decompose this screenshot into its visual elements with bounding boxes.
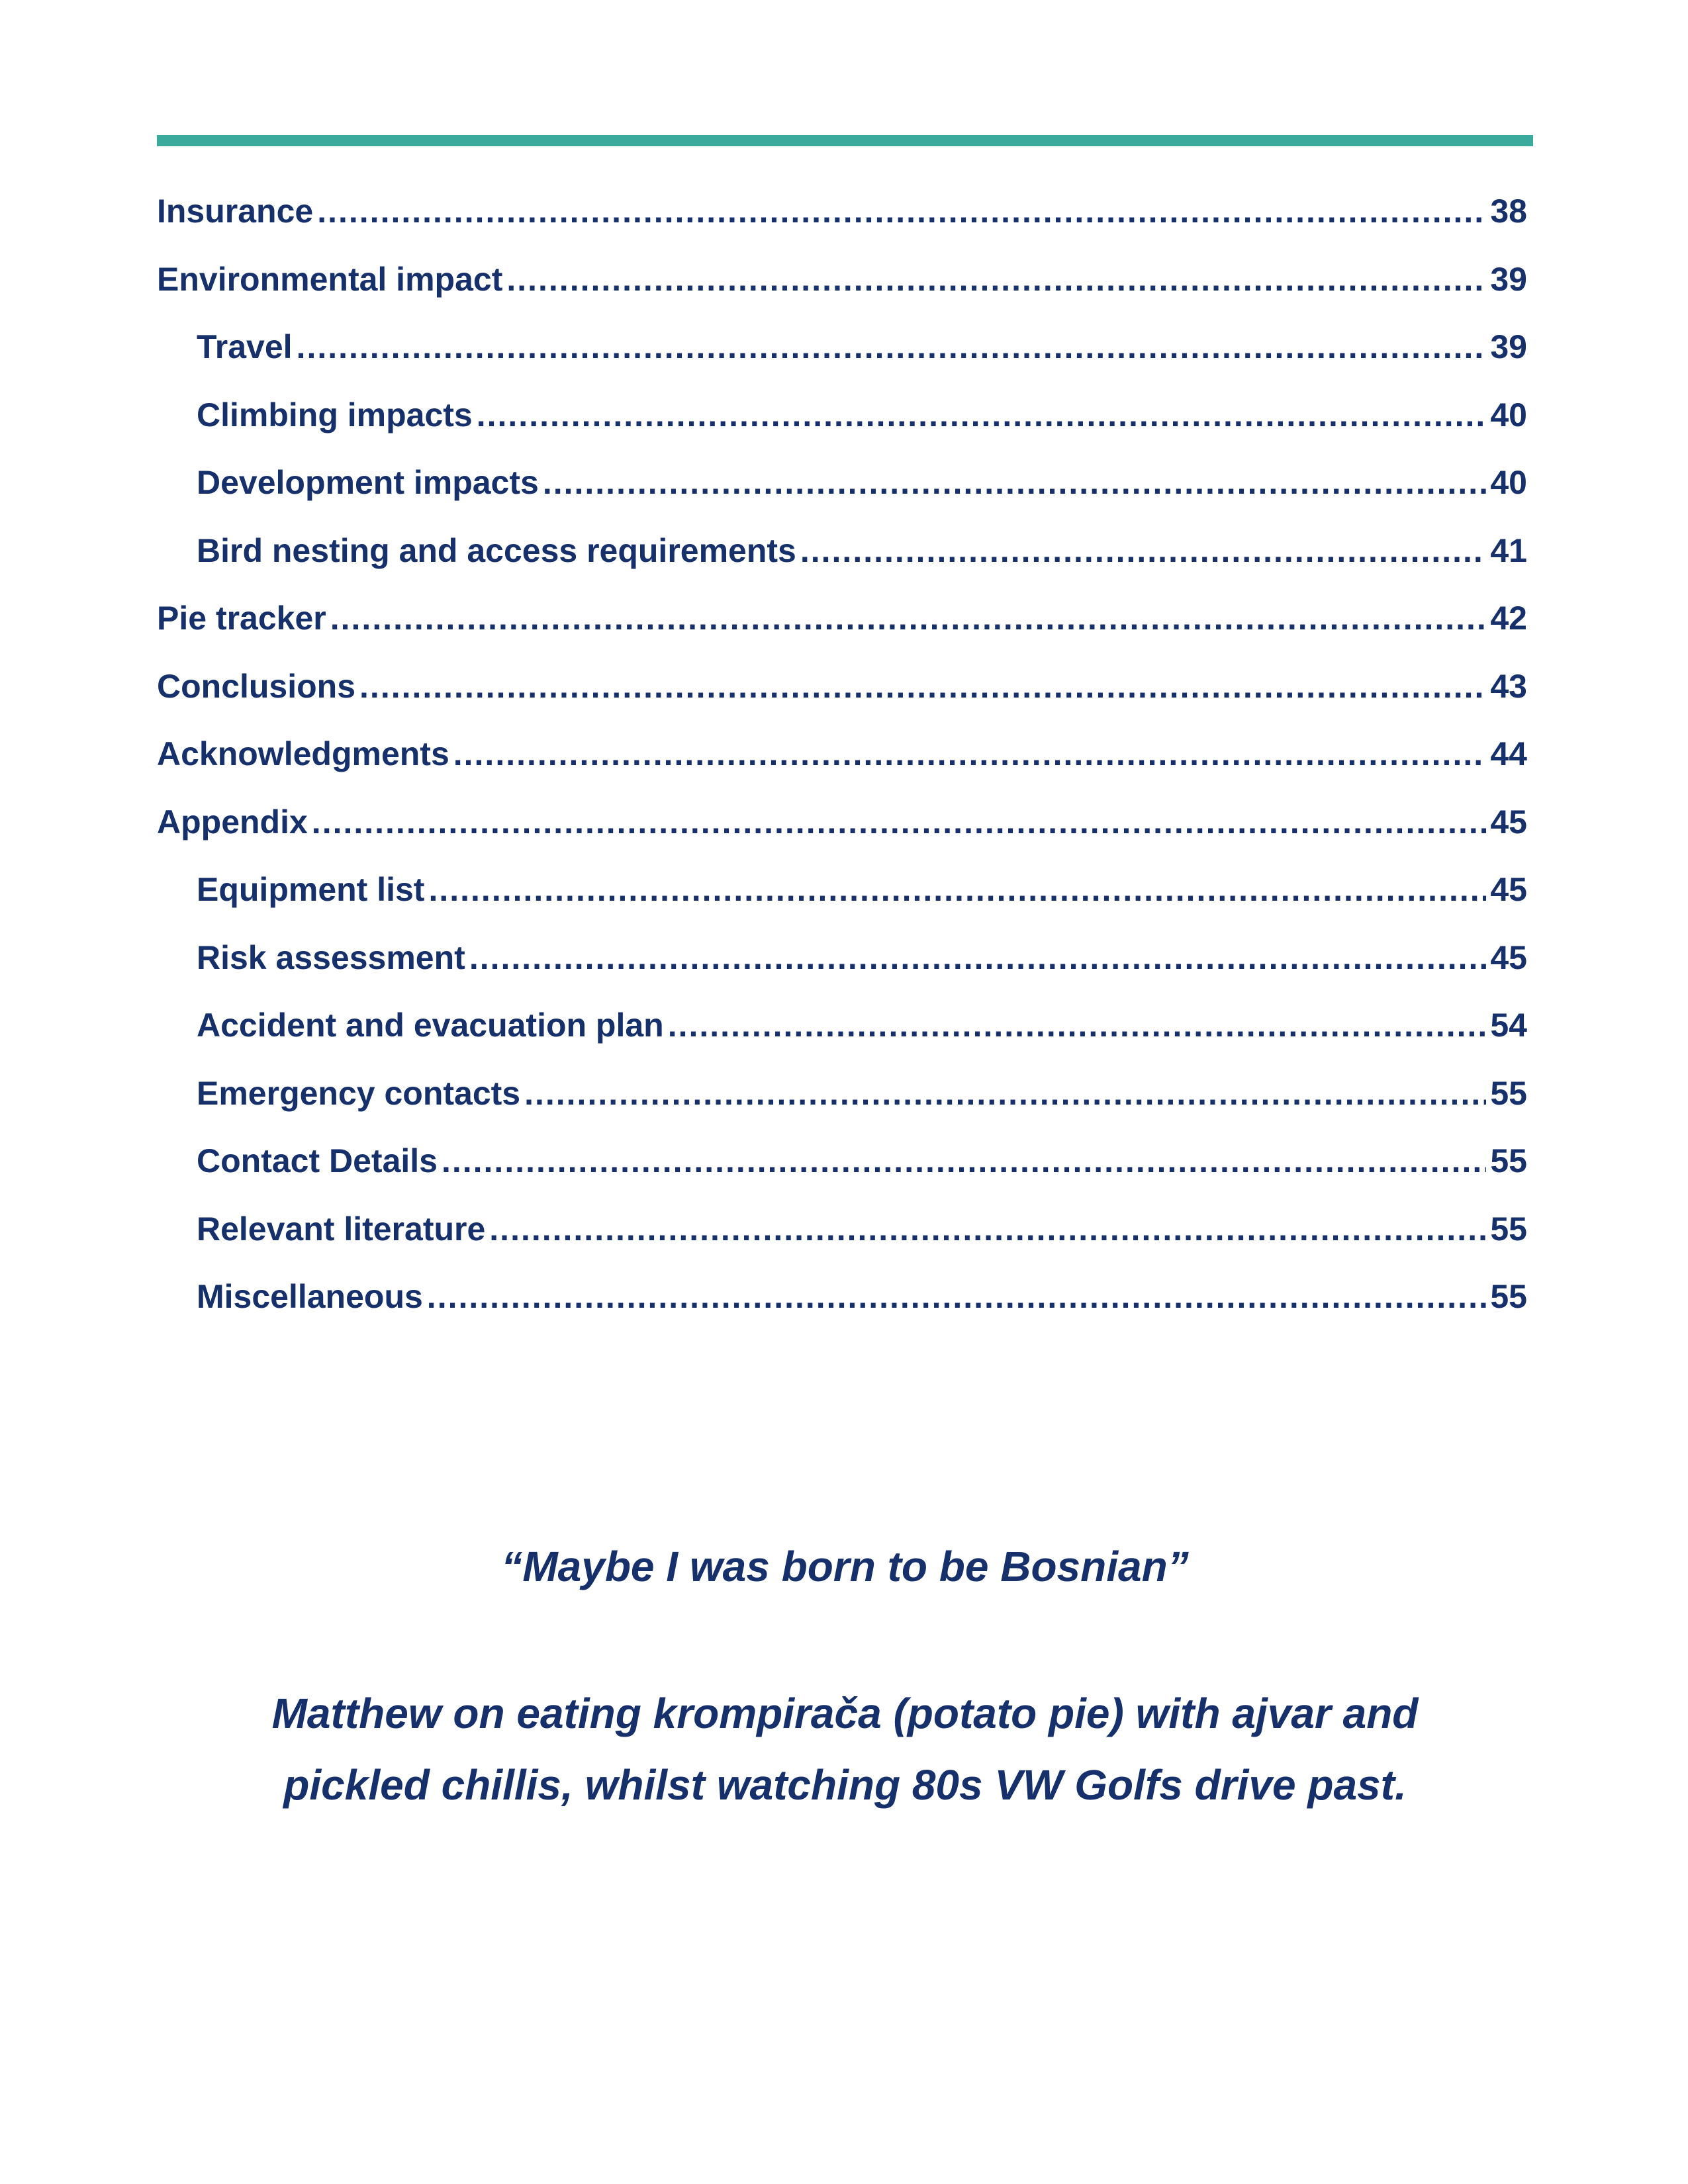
toc-entry[interactable] — [157, 870, 1527, 938]
toc-dot-leader — [297, 328, 1487, 366]
toc-entry-page-number: 39 — [1490, 328, 1527, 365]
toc-entry-page-number: 43 — [1490, 667, 1527, 705]
toc-entry-title: Miscellaneous — [197, 1278, 423, 1315]
toc-entry-page-number: 45 — [1490, 803, 1527, 841]
toc-entry-title: Contact Details — [197, 1142, 438, 1179]
toc-entry-page-number: 44 — [1490, 735, 1527, 772]
toc-dot-leader — [668, 1006, 1487, 1044]
toc-entry-title: Appendix — [157, 803, 308, 841]
toc-entry[interactable] — [157, 463, 1527, 531]
toc-entry-page-number: 54 — [1490, 1007, 1527, 1044]
toc-entry-page-number: 42 — [1490, 600, 1527, 637]
toc-entry-title: Risk assessment — [197, 938, 465, 976]
quote-attribution: Matthew on eating krompirača (potato pie) with ajvar and pickled chillis, whilst watching 80s VW Golfs drive past. — [271, 1690, 1419, 1809]
toc-dot-leader — [800, 531, 1487, 570]
toc-dot-leader — [524, 1074, 1486, 1113]
toc-dot-leader — [469, 938, 1487, 977]
toc-entry-title: Insurance — [157, 193, 314, 230]
toc-entry[interactable] — [157, 735, 1527, 803]
toc-dot-leader — [453, 735, 1487, 773]
toc-dot-leader — [330, 599, 1487, 637]
toc-entry-page-number: 55 — [1490, 1278, 1527, 1315]
header-accent-rule — [157, 135, 1533, 146]
toc-dot-leader — [543, 463, 1487, 502]
toc-entry-title: Relevant literature — [197, 1210, 486, 1248]
toc-entry-title: Emergency contacts — [197, 1074, 521, 1112]
table-of-contents — [157, 192, 1527, 1345]
toc-dot-leader — [489, 1210, 1486, 1248]
toc-entry-title: Conclusions — [157, 667, 356, 705]
toc-entry-page-number: 55 — [1490, 1210, 1527, 1248]
toc-entry[interactable] — [157, 1210, 1527, 1278]
toc-entry[interactable] — [157, 803, 1527, 871]
toc-dot-leader — [427, 1277, 1487, 1316]
toc-entry[interactable] — [157, 938, 1527, 1007]
toc-dot-leader — [477, 396, 1487, 434]
toc-entry[interactable] — [157, 667, 1527, 735]
toc-entry-page-number: 40 — [1490, 464, 1527, 501]
toc-entry-page-number: 40 — [1490, 396, 1527, 433]
toc-entry-page-number: 41 — [1490, 531, 1527, 569]
toc-entry[interactable] — [157, 1142, 1527, 1210]
toc-entry[interactable] — [157, 328, 1527, 396]
toc-entry[interactable] — [157, 1277, 1527, 1345]
toc-entry-title: Accident and evacuation plan — [197, 1007, 664, 1044]
toc-entry-title: Pie tracker — [157, 600, 326, 637]
toc-entry-page-number: 39 — [1490, 260, 1527, 298]
toc-entry-title: Development impacts — [197, 464, 539, 501]
toc-entry-title: Travel — [197, 328, 293, 365]
quote-text: “Maybe I was born to be Bosnian” — [501, 1543, 1189, 1590]
toc-entry-title: Equipment list — [197, 871, 425, 908]
toc-entry[interactable] — [157, 599, 1527, 667]
toc-entry-page-number: 55 — [1490, 1074, 1527, 1112]
toc-entry[interactable] — [157, 260, 1527, 328]
toc-entry[interactable] — [157, 1074, 1527, 1142]
toc-entry-title: Environmental impact — [157, 260, 503, 298]
toc-entry-title: Bird nesting and access requirements — [197, 531, 796, 569]
toc-entry[interactable] — [157, 396, 1527, 464]
toc-dot-leader — [317, 192, 1486, 230]
toc-dot-leader — [442, 1142, 1486, 1180]
toc-dot-leader — [428, 870, 1486, 909]
toc-dot-leader — [506, 260, 1486, 298]
toc-entry-title: Climbing impacts — [197, 396, 473, 433]
toc-dot-leader — [359, 667, 1486, 705]
toc-entry-page-number: 45 — [1490, 871, 1527, 908]
toc-entry-page-number: 38 — [1490, 193, 1527, 230]
toc-entry-title: Acknowledgments — [157, 735, 449, 772]
toc-entry-page-number: 55 — [1490, 1142, 1527, 1179]
toc-dot-leader — [312, 803, 1487, 841]
toc-entry-page-number: 45 — [1490, 938, 1527, 976]
toc-entry[interactable] — [157, 192, 1527, 260]
toc-entry[interactable] — [157, 1006, 1527, 1074]
toc-entry[interactable] — [157, 531, 1527, 600]
